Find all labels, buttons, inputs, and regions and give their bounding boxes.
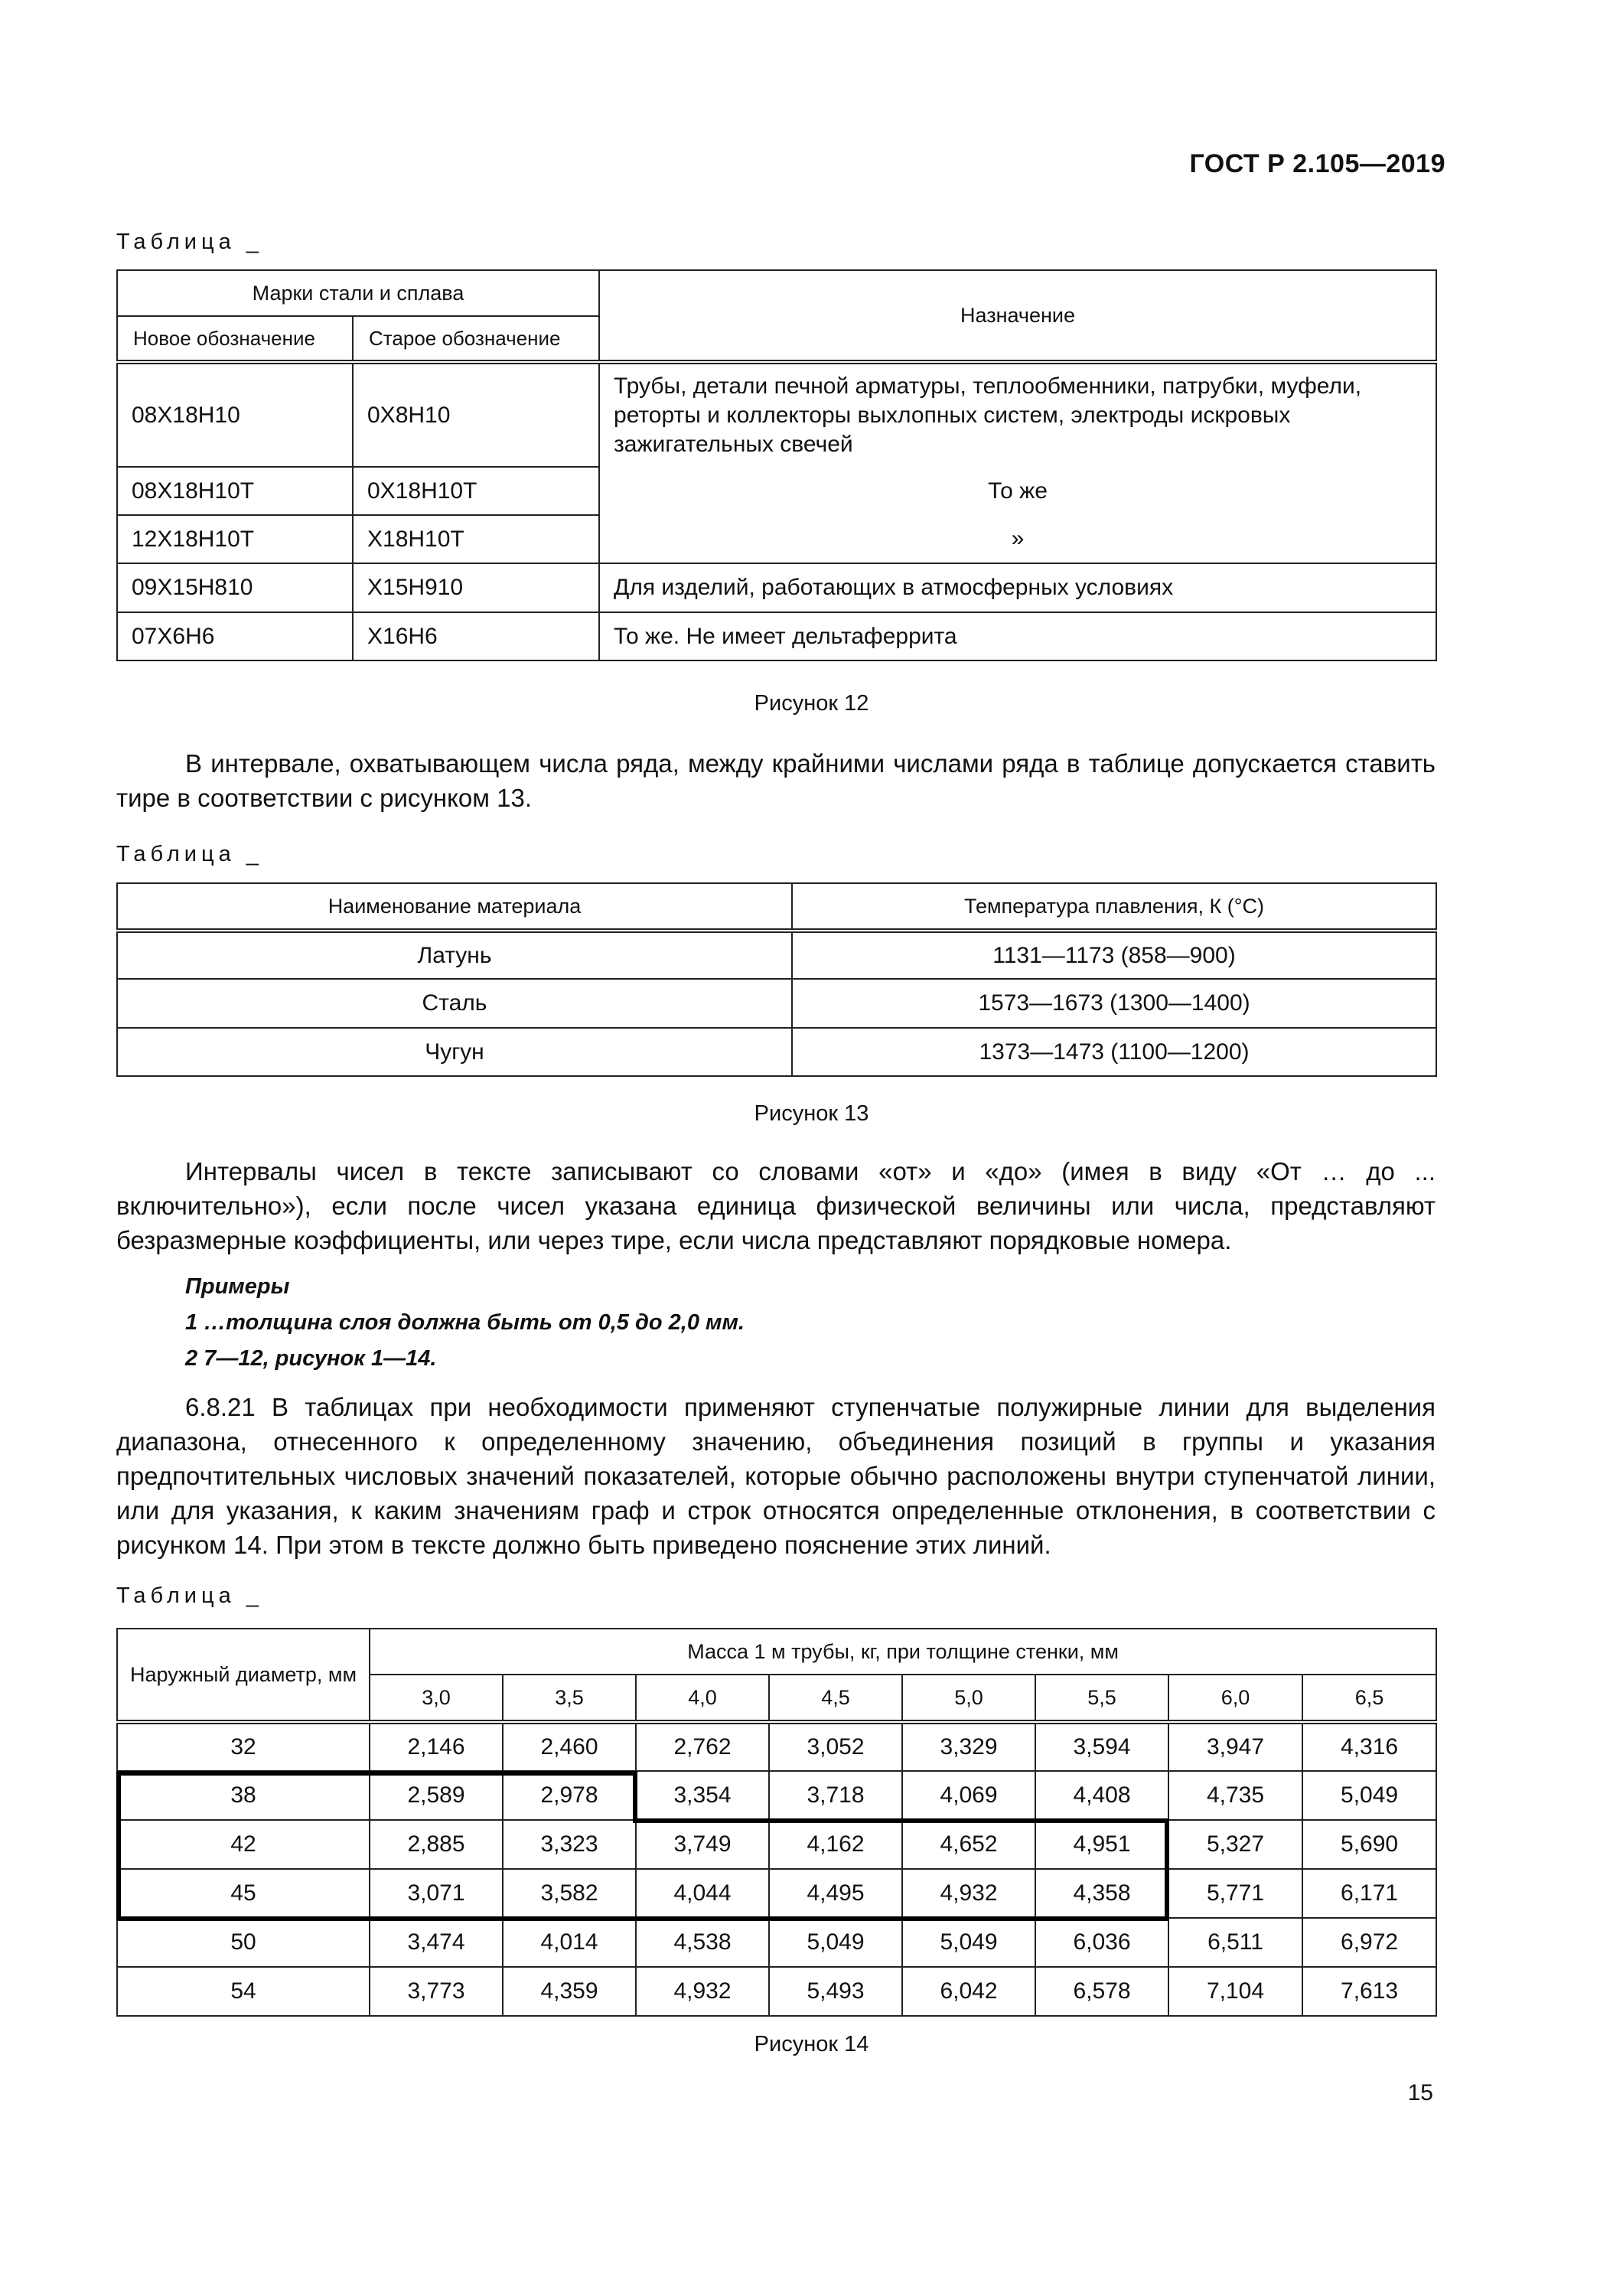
table-row	[117, 1918, 1436, 1967]
header-diameter: Наружный диаметр, мм	[117, 1629, 370, 1722]
header-mass: Масса 1 м трубы, кг, при толщине стенки, мм	[370, 1629, 1436, 1675]
paragraph	[116, 1154, 1436, 1257]
cell-mass: 2,978	[503, 1771, 636, 1820]
cell-mass: 3,329	[902, 1722, 1035, 1771]
cell-mass: 6,578	[1035, 1967, 1168, 2016]
cell-mass: 3,474	[370, 1918, 503, 1967]
cell-mass: 4,069	[902, 1771, 1035, 1820]
cell-mass: 4,408	[1035, 1771, 1168, 1820]
table-row	[117, 1869, 1436, 1918]
cell-mass: 5,327	[1168, 1820, 1302, 1869]
cell-mass: 5,493	[769, 1967, 902, 2016]
cell-purpose: Трубы, детали печной арматуры, теплообменники, патрубки, муфели, реторты и коллекторы выхлопных систем, электроды искровых зажигательных свечей	[599, 362, 1436, 467]
table-caption: Таблица _	[116, 842, 263, 866]
cell-mass: 3,582	[503, 1869, 636, 1918]
cell-material: Чугун	[117, 1028, 792, 1076]
cell-new: 09Х15Н810	[117, 563, 353, 612]
table-row	[117, 1722, 1436, 1771]
steel-grades-table	[116, 269, 1437, 661]
header-steel-grades: Марки стали и сплава	[117, 270, 599, 316]
cell-mass: 3,947	[1168, 1722, 1302, 1771]
header-thickness: 3,5	[503, 1675, 636, 1722]
paragraph-text: 6.8.21 В таблицах при необходимости применяют ступенчатые полужирные линии для выделения диапазона, отнесенного к определенному значению, объединения позиций в группы и указания предпочтительных числовых значений показателей, которые обычно расположены внутри ступенчатой линии, или для указания, к каким значениям граф и строк относятся определенные отклонения, в соответствии с рисунком 14. При этом в тексте должно быть приведено пояснение этих линий.	[116, 1393, 1436, 1559]
cell-mass: 3,323	[503, 1820, 636, 1869]
cell-mass: 4,495	[769, 1869, 902, 1918]
table-caption: Таблица _	[116, 230, 263, 254]
cell-purpose: »	[599, 515, 1436, 563]
cell-mass: 2,885	[370, 1820, 503, 1869]
step-line	[116, 1771, 121, 1921]
cell-mass: 6,171	[1302, 1869, 1436, 1918]
cell-mass: 5,771	[1168, 1869, 1302, 1918]
header-thickness: 5,0	[902, 1675, 1035, 1722]
example-item: 2 7—12, рисунок 1—14.	[185, 1346, 437, 1371]
cell-mass: 4,358	[1035, 1869, 1168, 1918]
cell-diameter: 42	[117, 1820, 370, 1869]
header-thickness: 6,0	[1168, 1675, 1302, 1722]
cell-mass: 6,036	[1035, 1918, 1168, 1967]
cell-mass: 4,044	[636, 1869, 769, 1918]
figure-caption: Рисунок 14	[754, 2032, 869, 2056]
cell-diameter: 54	[117, 1967, 370, 2016]
cell-mass: 2,146	[370, 1722, 503, 1771]
figure-caption: Рисунок 13	[754, 1101, 869, 1126]
cell-mass: 6,511	[1168, 1918, 1302, 1967]
cell-old: Х16Н6	[353, 612, 599, 660]
cell-temp: 1131—1173 (858—900)	[792, 931, 1436, 979]
cell-mass: 7,613	[1302, 1967, 1436, 2016]
example-item: 1 …толщина слоя должна быть от 0,5 до 2,0 мм.	[185, 1310, 745, 1335]
cell-mass: 4,735	[1168, 1771, 1302, 1820]
examples-title: Примеры	[185, 1274, 290, 1299]
cell-mass: 5,049	[769, 1918, 902, 1967]
cell-old: Х18Н10Т	[353, 515, 599, 563]
header-thickness: 4,0	[636, 1675, 769, 1722]
melting-point-table	[116, 882, 1437, 1077]
table-row	[117, 979, 1436, 1028]
paragraph	[116, 1390, 1436, 1562]
cell-diameter: 38	[117, 1771, 370, 1820]
table-row	[117, 1967, 1436, 2016]
header-thickness: 6,5	[1302, 1675, 1436, 1722]
header-purpose: Назначение	[599, 270, 1436, 362]
cell-mass: 6,042	[902, 1967, 1035, 2016]
table-row	[117, 467, 1436, 515]
cell-mass: 5,049	[902, 1918, 1035, 1967]
page-number: 15	[1407, 2080, 1433, 2105]
cell-new: 08Х18Н10Т	[117, 467, 353, 515]
table-row	[117, 515, 1436, 563]
cell-material: Сталь	[117, 979, 792, 1028]
cell-purpose: То же. Не имеет дельтаферрита	[599, 612, 1436, 660]
header-thickness: 4,5	[769, 1675, 902, 1722]
cell-mass: 4,652	[902, 1820, 1035, 1869]
header-material: Наименование материала	[117, 883, 792, 931]
cell-mass: 4,951	[1035, 1820, 1168, 1869]
figure-caption: Рисунок 12	[754, 691, 869, 716]
cell-mass: 3,052	[769, 1722, 902, 1771]
cell-mass: 2,589	[370, 1771, 503, 1820]
table-row	[117, 1820, 1436, 1869]
step-line	[116, 1771, 637, 1776]
cell-mass: 4,014	[503, 1918, 636, 1967]
cell-mass: 5,049	[1302, 1771, 1436, 1820]
cell-new: 08Х18Н10	[117, 362, 353, 467]
cell-mass: 4,538	[636, 1918, 769, 1967]
cell-mass: 2,762	[636, 1722, 769, 1771]
table-row	[117, 1028, 1436, 1076]
cell-mass: 3,749	[636, 1820, 769, 1869]
header-old-designation: Старое обозначение	[353, 316, 599, 362]
cell-temp: 1573—1673 (1300—1400)	[792, 979, 1436, 1028]
cell-mass: 2,460	[503, 1722, 636, 1771]
table-row	[117, 931, 1436, 979]
paragraph-text: В интервале, охватывающем числа ряда, между крайними числами ряда в таблице допускается ставить тире в соответствии с рисунком 13.	[116, 749, 1436, 812]
cell-mass: 4,932	[636, 1967, 769, 2016]
cell-mass: 5,690	[1302, 1820, 1436, 1869]
header-new-designation: Новое обозначение	[117, 316, 353, 362]
header-thickness: 3,0	[370, 1675, 503, 1722]
cell-material: Латунь	[117, 931, 792, 979]
paragraph	[116, 746, 1436, 815]
cell-mass: 6,972	[1302, 1918, 1436, 1967]
cell-temp: 1373—1473 (1100—1200)	[792, 1028, 1436, 1076]
cell-purpose: Для изделий, работающих в атмосферных условиях	[599, 563, 1436, 612]
table-caption: Таблица _	[116, 1583, 263, 1608]
cell-diameter: 32	[117, 1722, 370, 1771]
table-row	[117, 1771, 1436, 1820]
cell-purpose: То же	[599, 467, 1436, 515]
step-line	[116, 1916, 1169, 1921]
cell-mass: 4,316	[1302, 1722, 1436, 1771]
table-row	[117, 563, 1436, 612]
table-row	[117, 612, 1436, 660]
cell-old: Х15Н910	[353, 563, 599, 612]
step-line	[1165, 1818, 1169, 1921]
cell-mass: 4,359	[503, 1967, 636, 2016]
step-line	[633, 1771, 637, 1823]
header-thickness: 5,5	[1035, 1675, 1168, 1722]
cell-new: 07Х6Н6	[117, 612, 353, 660]
cell-mass: 3,718	[769, 1771, 902, 1820]
cell-mass: 7,104	[1168, 1967, 1302, 2016]
cell-mass: 3,354	[636, 1771, 769, 1820]
cell-mass: 3,773	[370, 1967, 503, 2016]
cell-new: 12Х18Н10Т	[117, 515, 353, 563]
cell-mass: 3,594	[1035, 1722, 1168, 1771]
step-line	[633, 1818, 1169, 1823]
cell-mass: 3,071	[370, 1869, 503, 1918]
cell-old: 0Х18Н10Т	[353, 467, 599, 515]
header-melting-temp: Температура плавления, К (°С)	[792, 883, 1436, 931]
table-row	[117, 362, 1436, 467]
document-code: ГОСТ Р 2.105—2019	[1189, 149, 1445, 178]
cell-old: 0Х8Н10	[353, 362, 599, 467]
cell-mass: 4,162	[769, 1820, 902, 1869]
paragraph-text: Интервалы чисел в тексте записывают со словами «от» и «до» (имея в виду «От … до ... включительно»), если после чисел указана единица физической величины или числа, представляют безразмерные коэффициенты, или через тире, если числа представляют порядковые номера.	[116, 1157, 1436, 1254]
cell-diameter: 50	[117, 1918, 370, 1967]
cell-diameter: 45	[117, 1869, 370, 1918]
cell-mass: 4,932	[902, 1869, 1035, 1918]
